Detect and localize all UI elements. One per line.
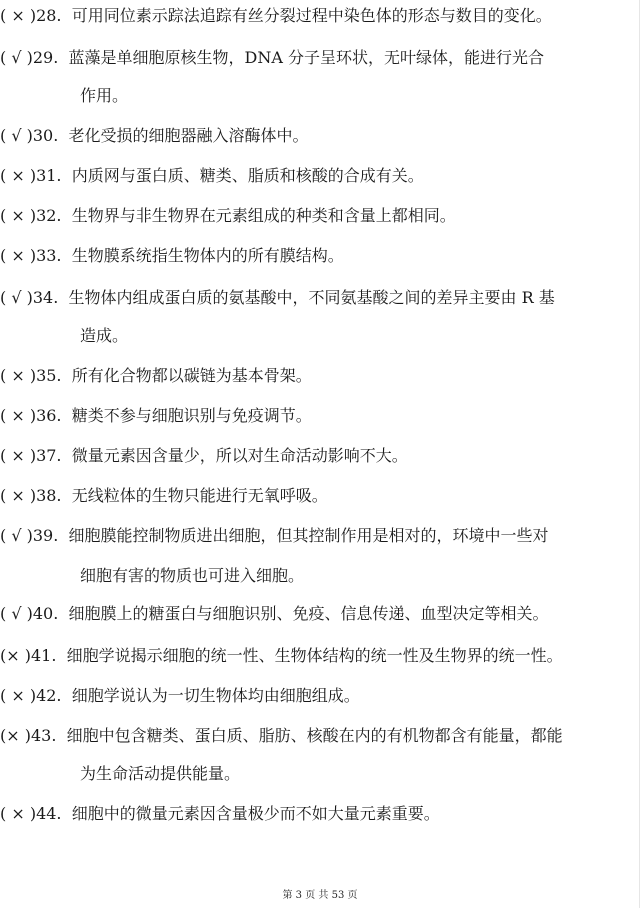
question-35 [0,366,640,386]
question-continuation: 作用。 [80,86,129,105]
question-text: 生物体内组成蛋白质的氨基酸中，不同氨基酸之间的差异主要由 R 基 [68,288,555,307]
answer-mark: ( √ ) [0,604,33,623]
question-text: 内质网与蛋白质、糖类、脂质和核酸的合成有关。 [71,166,424,185]
answer-mark: (× ) [0,646,31,665]
question-29 [0,48,640,68]
question-number: 40. [32,604,59,623]
question-43 [0,726,640,746]
question-38 [0,486,640,506]
question-text: 细胞学说揭示细胞的统一性、生物体结构的统一性及生物界的统一性。 [66,646,563,665]
question-number: 29. [32,48,59,67]
question-number: 35. [36,366,62,385]
question-39 [0,526,640,546]
answer-mark: ( × ) [0,804,37,823]
answer-mark: ( × ) [0,246,37,265]
answer-mark: ( √ ) [0,526,33,545]
answer-mark: ( × ) [0,6,37,25]
question-number: 36. [36,406,62,425]
question-text: 可用同位素示踪法追踪有丝分裂过程中染色体的形态与数目的变化。 [71,6,552,25]
question-text: 老化受损的细胞器融入溶酶体中。 [68,126,309,145]
question-number: 28. [36,6,62,25]
question-44 [0,804,640,824]
question-37 [0,446,640,466]
question-34 [0,288,640,308]
answer-mark: ( √ ) [0,288,33,307]
question-text: 细胞中的微量元素因含量极少而不如大量元素重要。 [71,804,440,823]
question-text: 无线粒体的生物只能进行无氧呼吸。 [71,486,328,505]
question-number: 31. [36,166,62,185]
question-28 [0,6,640,26]
question-continuation: 细胞有害的物质也可进入细胞。 [80,566,305,585]
answer-mark: ( × ) [0,366,37,385]
question-number: 42. [36,686,62,705]
question-text: 糖类不参与细胞识别与免疫调节。 [71,406,312,425]
question-42 [0,686,640,706]
question-number: 39. [32,526,59,545]
question-32 [0,206,640,226]
answer-mark: ( × ) [0,166,37,185]
question-text: 生物膜系统指生物体内的所有膜结构。 [71,246,344,265]
question-continuation: 为生命活动提供能量。 [80,764,241,783]
question-number: 38. [36,486,62,505]
question-number: 33. [36,246,62,265]
question-text: 所有化合物都以碳链为基本骨架。 [71,366,312,385]
question-text: 细胞膜能控制物质进出细胞，但其控制作用是相对的，环境中一些对 [68,526,549,545]
question-33 [0,246,640,266]
question-36 [0,406,640,426]
answer-mark: ( × ) [0,446,37,465]
question-41 [0,646,640,666]
answer-mark: (× ) [0,726,31,745]
question-number: 32. [36,206,62,225]
question-text: 细胞膜上的糖蛋白与细胞识别、免疫、信息传递、血型决定等相关。 [68,604,549,623]
question-31 [0,166,640,186]
answer-mark: ( × ) [0,206,37,225]
answer-mark: ( × ) [0,406,37,425]
question-number: 34. [32,288,59,307]
question-text: 细胞学说认为一切生物体均由细胞组成。 [71,686,360,705]
answer-mark: ( × ) [0,486,37,505]
question-continuation: 造成。 [80,326,129,345]
question-number: 44. [36,804,62,823]
answer-mark: ( √ ) [0,126,33,145]
question-text: 细胞中包含糖类、蛋白质、脂肪、核酸在内的有机物都含有能量，都能 [66,726,563,745]
question-text: 微量元素因含量少，所以对生命活动影响不大。 [71,446,408,465]
answer-mark: ( × ) [0,686,37,705]
question-number: 43. [30,726,57,745]
question-text: 蓝藻是单细胞原核生物，DNA 分子呈环状，无叶绿体，能进行光合 [68,48,544,67]
question-number: 37. [36,446,62,465]
question-number: 30. [32,126,59,145]
page-footer: 第 3 页 共 53 页 [282,890,358,901]
question-number: 41. [30,646,57,665]
question-text: 生物界与非生物界在元素组成的种类和含量上都相同。 [71,206,456,225]
question-30 [0,126,640,146]
answer-mark: ( √ ) [0,48,33,67]
question-40 [0,604,640,624]
